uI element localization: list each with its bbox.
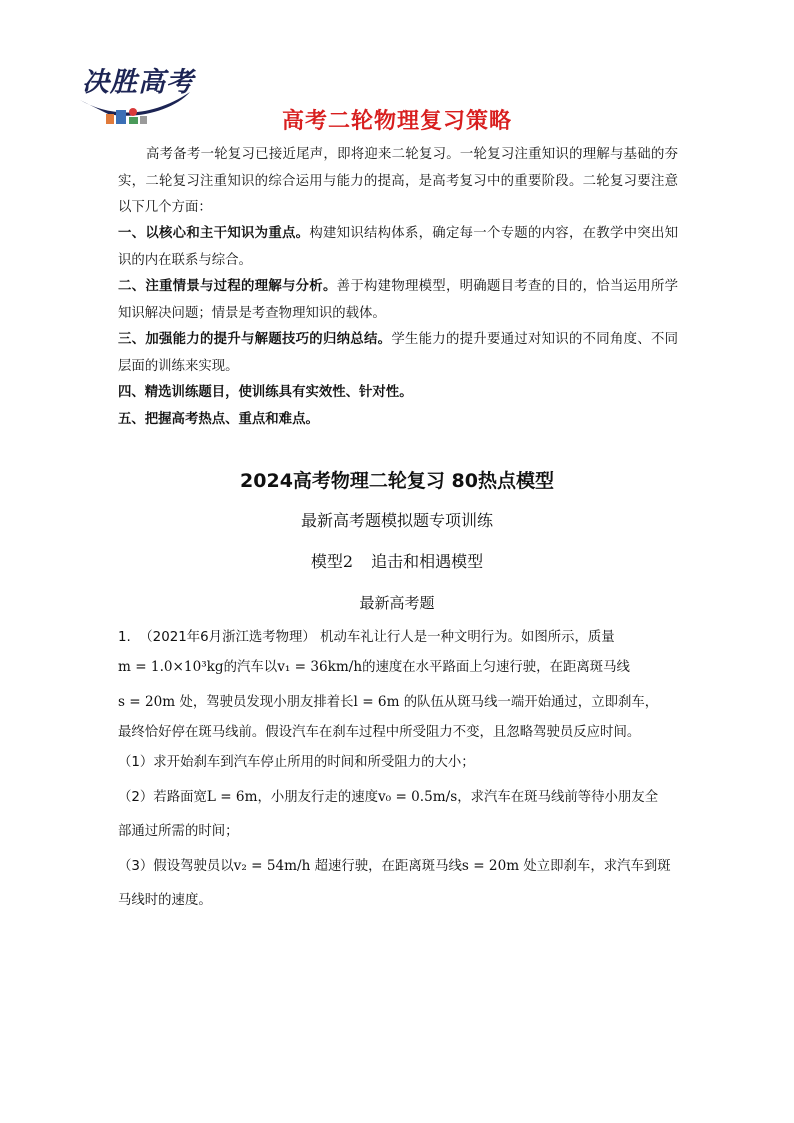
- problem-text: 的速度在水平路面上匀速行驶，在距离斑马线: [362, 660, 630, 675]
- question-2-continued: [118, 815, 678, 849]
- problem-text: 处，驾驶员发现小朋友排着长: [179, 695, 354, 710]
- formula-v0: v₀ = 0.5m/s: [378, 789, 458, 805]
- problem-line: [118, 626, 678, 650]
- strategy-point-text: 善于构建物理模型，明确题目考查的目的，恰当运用所学知识解决问题；情景是考查物理知识的载体。: [118, 279, 679, 321]
- strategy-point-text: 构建知识结构体系，确定每一个专题的内容，在教学中突出知识的内在联系与综合。: [118, 226, 678, 268]
- strategy-point-text: 学生能力的提升要通过对知识的不同角度、不同层面的训练来实现。: [118, 332, 679, 374]
- formula-L: L = 6m: [206, 789, 258, 805]
- strategy-point: [118, 407, 678, 434]
- question-text: （3）假设驾驶员以: [118, 859, 234, 874]
- question-text: （1）求开始刹车到汽车停止所用的时间和所受阻力的大小；: [118, 755, 475, 770]
- formula-s: s = 20m: [118, 694, 176, 710]
- strategy-point-heading: 三、加强能力的提升与解题技巧的归纳总结。: [118, 332, 392, 347]
- problem-line: [118, 720, 678, 746]
- question-text: ，小朋友行走的速度: [257, 790, 378, 805]
- strategy-point: [118, 327, 678, 380]
- strategy-point: [118, 380, 678, 407]
- model-heading: [0, 549, 794, 572]
- problem-text: 机动车礼让行人是一种文明行为。如图所示，质量: [320, 630, 615, 645]
- formula-v1: v₁ = 36km/h: [277, 659, 363, 675]
- strategy-point-heading: 四、精选训练题目，使训练具有实效性、针对性。: [118, 385, 413, 400]
- question-1: [118, 746, 678, 780]
- problem-line: [118, 685, 678, 720]
- problem-number: 1.: [118, 630, 131, 645]
- problem-text: 的汽车以: [223, 660, 278, 675]
- intro-paragraph: 高考备考一轮复习已接近尾声，即将迎来二轮复习。一轮复习注重知识的理解与基础的夯实，二轮复习注重知识的综合运用与能力的提高，是高考复习中的重要阶段。二轮复习要注意以下几个方面：: [118, 147, 678, 215]
- question-text: （2）若路面宽: [118, 790, 207, 805]
- series-title: 2024高考物理二轮复习 80热点模型: [240, 470, 554, 492]
- question-text: 部通过所需的时间；: [118, 824, 239, 839]
- problem-text: 最终恰好停在斑马线前。假设汽车在刹车过程中所受阻力不变，且忽略驾驶员反应时间。: [118, 725, 641, 740]
- strategy-point-heading: 二、注重情景与过程的理解与分析。: [118, 279, 337, 294]
- question-text: 处立即刹车，求汽车到斑: [523, 859, 671, 874]
- strategy-point-heading: 一、以核心和主干知识为重点。: [118, 226, 310, 241]
- question-text: ，求汽车在斑马线前等待小朋友全: [457, 790, 659, 805]
- problem-line: [118, 650, 678, 685]
- question-text: 超速行驶，在距离斑马线: [314, 859, 462, 874]
- problem-1: [118, 626, 678, 918]
- strategy-point-heading: 五、把握高考热点、重点和难点。: [118, 411, 319, 427]
- formula-v2: v₂ = 54m/h: [233, 858, 311, 874]
- model-number: 模型2: [310, 552, 354, 571]
- formula-l: l = 6m: [353, 694, 400, 710]
- formula-mass: m = 1.0×10³kg: [118, 659, 224, 675]
- strategy-point: [118, 274, 678, 327]
- question-text: 马线时的速度。: [118, 893, 212, 908]
- question-3-continued: [118, 884, 678, 918]
- strategy-point: [118, 221, 678, 274]
- series-subtitle: 最新高考题模拟题专项训练: [300, 511, 493, 530]
- model-name: 追击和相遇模型: [371, 552, 484, 571]
- formula-s2: s = 20m: [461, 858, 520, 874]
- problem-text: 的队伍从斑马线一端开始通过，立即刹车，: [403, 695, 659, 710]
- main-title: 高考二轮物理复习策略: [281, 109, 512, 134]
- strategy-points: [118, 221, 678, 433]
- question-3: [118, 849, 678, 884]
- problem-source: （2021年6月浙江选考物理）: [139, 630, 316, 645]
- problem-body: [118, 650, 678, 918]
- section-title: 最新高考题: [359, 594, 435, 612]
- question-2: [118, 780, 678, 815]
- logo-text: 决胜高考: [82, 67, 194, 98]
